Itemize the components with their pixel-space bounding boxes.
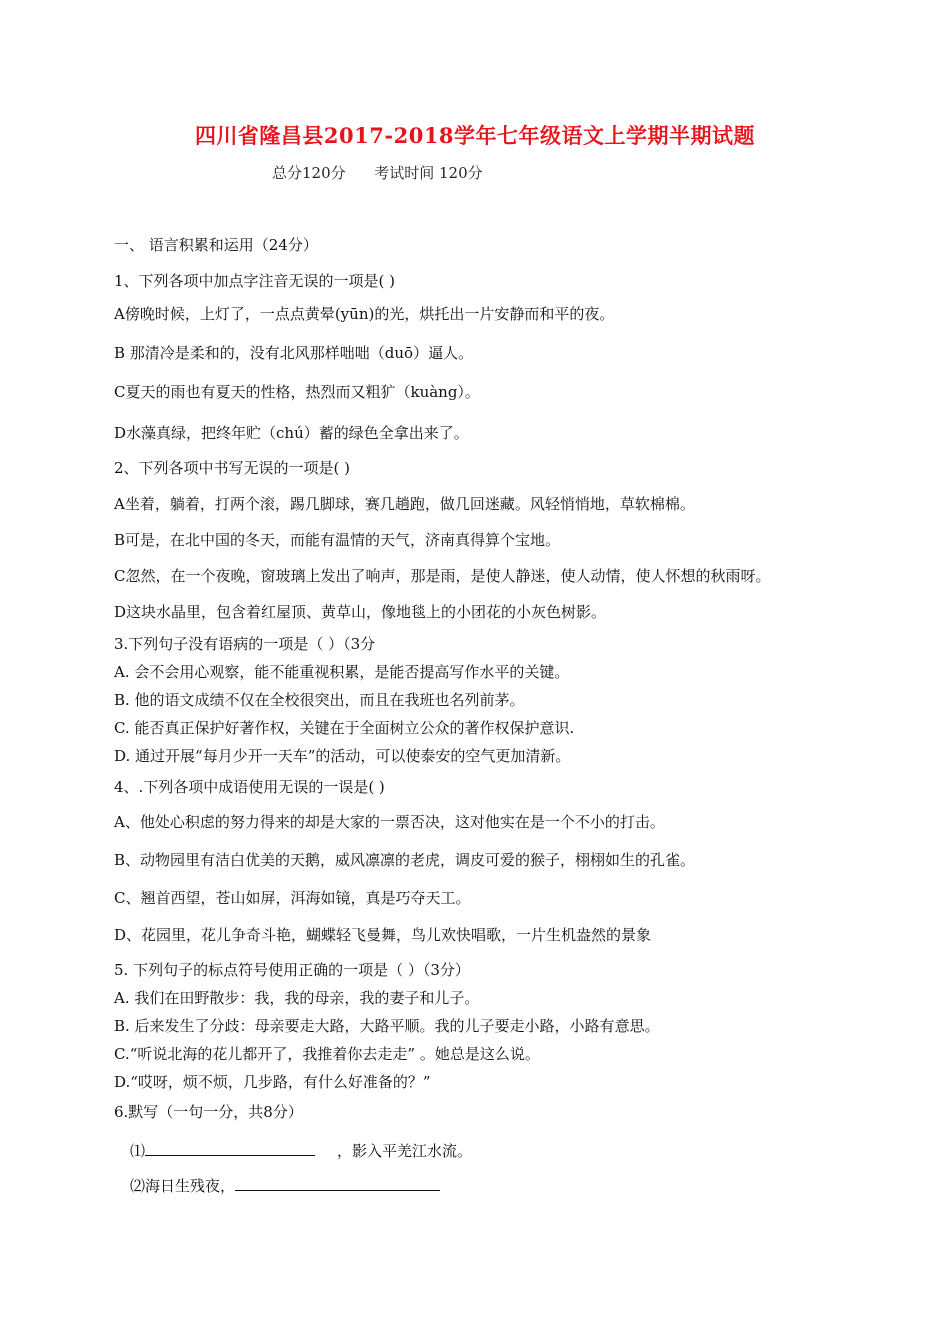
question-4-stem: 4、.下列各项中成语使用无误的一误是( ) — [114, 778, 385, 796]
question-1-stem: 1、下列各项中加点字注音无误的一项是( ) — [114, 272, 396, 290]
question-1-option-c: C夏天的雨也有夏天的性格，热烈而又粗犷（kuàng）。 — [114, 383, 480, 401]
question-5-option-b: B. 后来发生了分歧：母亲要走大路，大路平顺。我的儿子要走小路，小路有意思。 — [114, 1017, 660, 1035]
question-3-option-a: A. 会不会用心观察，能不能重视积累，是能否提高写作水平的关键。 — [114, 663, 570, 681]
answer-blank-2[interactable] — [235, 1174, 440, 1191]
question-2-option-a: A坐着，躺着，打两个滚，踢几脚球，赛几趟跑，做几回迷藏。风轻悄悄地，草软棉棉。 — [114, 495, 695, 513]
question-3-option-d: D. 通过开展“每月少开一天车”的活动，可以使泰安的空气更加清新。 — [114, 747, 571, 765]
exam-subtitle: 总分120分 考试时间 120分 — [272, 164, 483, 182]
line-2-prefix: ⑵海日生残夜， — [130, 1177, 236, 1195]
question-3-option-c: C. 能否真正保护好著作权，关键在于全面树立公众的著作权保护意识. — [114, 719, 575, 737]
question-4-option-a: A、他处心积虑的努力得来的却是大家的一票否决，这对他实在是一个不小的打击。 — [114, 813, 665, 831]
section-heading: 一、 语言积累和运用（24分） — [114, 236, 318, 254]
line-1-prefix: ⑴ — [130, 1142, 146, 1160]
question-3-stem: 3.下列句子没有语病的一项是（ ）（3分 — [114, 635, 376, 653]
question-2-option-c: C忽然，在一个夜晚，窗玻璃上发出了响声，那是雨，是使人静迷，使人动情，使人怀想的秋雨呀。 — [114, 567, 771, 585]
answer-blank-1[interactable] — [145, 1139, 315, 1156]
question-2-stem: 2、下列各项中书写无误的一项是( ) — [114, 459, 351, 477]
question-6-line-1 — [130, 1139, 472, 1161]
exam-title: 四川省隆昌县2017-2018学年七年级语文上学期半期试题 — [194, 123, 756, 148]
question-4-option-c: C、翘首西望，苍山如屏，洱海如镜，真是巧夺天工。 — [114, 889, 471, 907]
question-5-stem: 5. 下列句子的标点符号使用正确的一项是（ ）（3分） — [114, 961, 470, 979]
question-5-option-d: D.“哎呀，烦不烦，几步路，有什么好准备的？” — [114, 1073, 431, 1091]
question-6-line-2 — [130, 1174, 440, 1196]
question-1-option-d: D水藻真绿，把终年贮（chú）蓄的绿色全拿出来了。 — [114, 424, 469, 442]
question-5-option-a: A. 我们在田野散步：我，我的母亲，我的妻子和儿子。 — [114, 989, 480, 1007]
line-1-suffix: ，影入平羌江水流。 — [337, 1142, 473, 1160]
question-3-option-b: B. 他的语文成绩不仅在全校很突出，而且在我班也名列前茅。 — [114, 691, 525, 709]
question-1-option-a: A傍晚时候，上灯了，一点点黄晕(yūn)的光，烘托出一片安静而和平的夜。 — [114, 305, 615, 323]
question-2-option-d: D这块水晶里，包含着红屋顶、黄草山，像地毯上的小团花的小灰色树影。 — [114, 603, 607, 621]
question-4-option-b: B、动物园里有洁白优美的天鹅，威风凛凛的老虎，调皮可爱的猴子，栩栩如生的孔雀。 — [114, 851, 696, 869]
question-1-option-b: B 那清冷是柔和的，没有北风那样咄咄（duō）逼人。 — [114, 344, 474, 362]
question-5-option-c: C.“听说北海的花儿都开了，我推着你去走走” 。她总是这么说。 — [114, 1045, 540, 1063]
question-4-option-d: D、花园里，花儿争奇斗艳，蝴蝶轻飞曼舞，鸟儿欢快唱歌，一片生机盎然的景象 — [114, 926, 652, 944]
question-2-option-b: B可是，在北中国的冬天，而能有温情的天气，济南真得算个宝地。 — [114, 531, 561, 549]
question-6-stem: 6.默写（一句一分，共8分） — [114, 1103, 303, 1121]
